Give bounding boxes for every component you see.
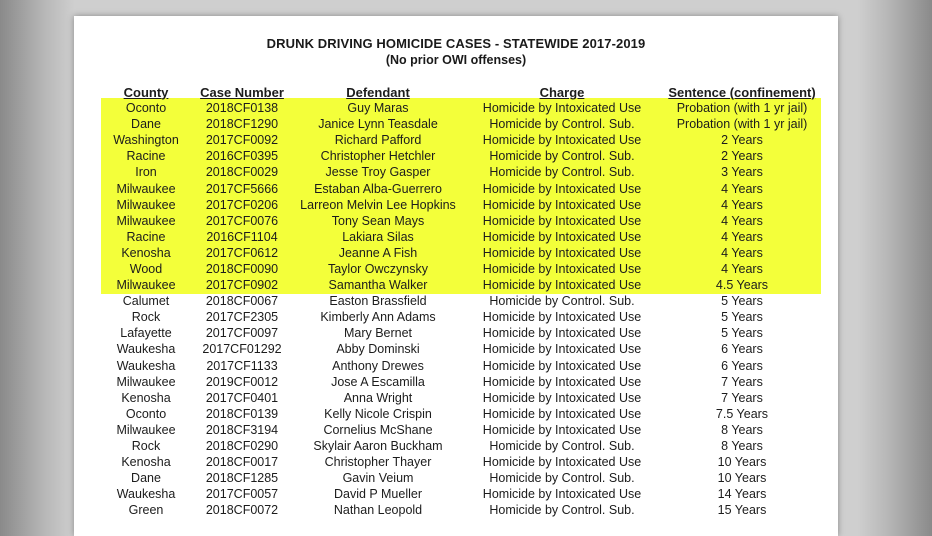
cell-defendant: Christopher Hetchler bbox=[320, 149, 436, 164]
cell-case-number: 2018CF1290 bbox=[205, 117, 279, 132]
table-row bbox=[100, 293, 824, 309]
cell-charge: Homicide by Control. Sub. bbox=[489, 165, 635, 180]
cell-sentence: 2 Years bbox=[721, 133, 763, 148]
cell-case-number: 2018CF0090 bbox=[205, 261, 279, 276]
cell-county: Milwaukee bbox=[116, 197, 176, 212]
table-row bbox=[100, 406, 824, 422]
cell-county: Wood bbox=[129, 261, 163, 276]
header-sentence: Sentence (confinement) bbox=[668, 84, 816, 100]
cell-sentence: 5 Years bbox=[721, 310, 763, 325]
cell-defendant: Easton Brassfield bbox=[329, 294, 427, 309]
cell-county: Milwaukee bbox=[116, 278, 176, 293]
table-row bbox=[100, 197, 824, 213]
cell-charge: Homicide by Intoxicated Use bbox=[482, 133, 642, 148]
cell-case-number: 2018CF0017 bbox=[205, 455, 279, 470]
cell-case-number: 2016CF0395 bbox=[205, 149, 279, 164]
table-row bbox=[100, 229, 824, 245]
cell-sentence: 4 Years bbox=[721, 229, 763, 244]
cell-county: Waukesha bbox=[116, 487, 176, 502]
cell-sentence: 5 Years bbox=[721, 294, 763, 309]
cell-county: Milwaukee bbox=[116, 374, 176, 389]
cell-charge: Homicide by Control. Sub. bbox=[489, 149, 635, 164]
cell-sentence: 4 Years bbox=[721, 197, 763, 212]
cell-charge: Homicide by Intoxicated Use bbox=[482, 326, 642, 341]
cell-defendant: Lakiara Silas bbox=[342, 229, 414, 244]
cell-defendant: David P Mueller bbox=[333, 487, 422, 502]
table-body bbox=[100, 100, 824, 518]
cell-defendant: Jose A Escamilla bbox=[331, 374, 425, 389]
cell-case-number: 2017CF0076 bbox=[205, 213, 279, 228]
cell-county: Milwaukee bbox=[116, 181, 176, 196]
cell-sentence: 7 Years bbox=[721, 374, 763, 389]
cell-defendant: Guy Maras bbox=[347, 101, 409, 116]
table-row bbox=[100, 341, 824, 357]
cell-case-number: 2018CF3194 bbox=[205, 422, 279, 437]
cell-defendant: Mary Bernet bbox=[343, 326, 413, 341]
cell-sentence: 15 Years bbox=[717, 503, 767, 518]
cell-sentence: 8 Years bbox=[721, 439, 763, 454]
table-row bbox=[100, 180, 824, 196]
cell-sentence: 2 Years bbox=[721, 149, 763, 164]
cell-defendant: Taylor Owczynsky bbox=[327, 261, 429, 276]
cell-defendant: Samantha Walker bbox=[328, 278, 428, 293]
cell-sentence: 4 Years bbox=[721, 245, 763, 260]
cell-charge: Homicide by Intoxicated Use bbox=[482, 487, 642, 502]
cell-county: Racine bbox=[126, 149, 166, 164]
cell-county: Oconto bbox=[125, 406, 167, 421]
cell-charge: Homicide by Control. Sub. bbox=[489, 117, 635, 132]
cell-case-number: 2018CF1285 bbox=[205, 471, 279, 486]
cell-case-number: 2017CF0902 bbox=[205, 278, 279, 293]
cell-case-number: 2018CF0072 bbox=[205, 503, 279, 518]
cell-sentence: 6 Years bbox=[721, 342, 763, 357]
cell-county: Racine bbox=[126, 229, 166, 244]
cell-charge: Homicide by Intoxicated Use bbox=[482, 229, 642, 244]
cell-defendant: Cornelius McShane bbox=[323, 422, 433, 437]
cell-case-number: 2017CF5666 bbox=[205, 181, 279, 196]
cell-charge: Homicide by Intoxicated Use bbox=[482, 358, 642, 373]
document-page bbox=[74, 16, 838, 536]
cell-sentence: 6 Years bbox=[721, 358, 763, 373]
cell-defendant: Abby Dominski bbox=[336, 342, 420, 357]
table-row bbox=[100, 325, 824, 341]
header-defendant: Defendant bbox=[346, 84, 410, 100]
document-subtitle: (No prior OWI offenses) bbox=[385, 53, 527, 67]
cell-county: Kenosha bbox=[121, 390, 171, 405]
cell-charge: Homicide by Intoxicated Use bbox=[482, 278, 642, 293]
cell-charge: Homicide by Intoxicated Use bbox=[482, 342, 642, 357]
cell-defendant: Gavin Veium bbox=[342, 471, 414, 486]
cell-charge: Homicide by Control. Sub. bbox=[489, 294, 635, 309]
cell-defendant: Tony Sean Mays bbox=[331, 213, 425, 228]
cell-county: Dane bbox=[131, 471, 161, 486]
cell-case-number: 2017CF0401 bbox=[205, 390, 279, 405]
cell-county: Washington bbox=[113, 133, 179, 148]
cell-sentence: Probation (with 1 yr jail) bbox=[676, 101, 808, 116]
cell-charge: Homicide by Intoxicated Use bbox=[482, 197, 642, 212]
cell-charge: Homicide by Intoxicated Use bbox=[482, 374, 642, 389]
header-county: County bbox=[123, 84, 169, 100]
cell-charge: Homicide by Intoxicated Use bbox=[482, 406, 642, 421]
cell-sentence: 10 Years bbox=[717, 455, 767, 470]
table-row bbox=[100, 132, 824, 148]
cell-case-number: 2017CF0206 bbox=[205, 197, 279, 212]
table-row bbox=[100, 470, 824, 486]
table-row bbox=[100, 148, 824, 164]
cell-charge: Homicide by Control. Sub. bbox=[489, 439, 635, 454]
cell-charge: Homicide by Intoxicated Use bbox=[482, 213, 642, 228]
cell-case-number: 2016CF1104 bbox=[206, 229, 278, 244]
cell-defendant: Richard Pafford bbox=[334, 133, 422, 148]
cell-charge: Homicide by Intoxicated Use bbox=[482, 261, 642, 276]
cell-defendant: Skylair Aaron Buckham bbox=[313, 439, 443, 454]
cell-county: Rock bbox=[131, 439, 161, 454]
cell-charge: Homicide by Intoxicated Use bbox=[482, 245, 642, 260]
cell-case-number: 2017CF0097 bbox=[205, 326, 279, 341]
cell-county: Milwaukee bbox=[116, 213, 176, 228]
cell-case-number: 2018CF0290 bbox=[205, 439, 279, 454]
cell-charge: Homicide by Intoxicated Use bbox=[482, 455, 642, 470]
cell-defendant: Anna Wright bbox=[343, 390, 413, 405]
cell-sentence: 3 Years bbox=[721, 165, 763, 180]
header-charge: Charge bbox=[539, 84, 585, 100]
table-row bbox=[100, 486, 824, 502]
cell-charge: Homicide by Intoxicated Use bbox=[482, 422, 642, 437]
cell-sentence: 5 Years bbox=[721, 326, 763, 341]
cell-defendant: Janice Lynn Teasdale bbox=[318, 117, 438, 132]
cases-table bbox=[100, 84, 824, 518]
table-row bbox=[100, 277, 824, 293]
cell-defendant: Jeanne A Fish bbox=[338, 245, 418, 260]
cell-sentence: 7 Years bbox=[721, 390, 763, 405]
table-row bbox=[100, 100, 824, 116]
cell-sentence: 4 Years bbox=[721, 213, 763, 228]
table-row bbox=[100, 390, 824, 406]
table-header-row bbox=[100, 84, 824, 100]
table-row bbox=[100, 116, 824, 132]
cell-county: Lafayette bbox=[120, 326, 172, 341]
cell-defendant: Kimberly Ann Adams bbox=[320, 310, 436, 325]
table-row bbox=[100, 454, 824, 470]
cell-county: Waukesha bbox=[116, 342, 176, 357]
cell-sentence: 7.5 Years bbox=[715, 406, 769, 421]
table-row bbox=[100, 374, 824, 390]
cell-case-number: 2017CF01292 bbox=[202, 342, 282, 357]
cell-county: Kenosha bbox=[121, 455, 171, 470]
cell-defendant: Nathan Leopold bbox=[333, 503, 423, 518]
cell-sentence: Probation (with 1 yr jail) bbox=[676, 117, 808, 132]
cell-case-number: 2018CF0067 bbox=[205, 294, 279, 309]
cell-case-number: 2018CF0138 bbox=[205, 101, 279, 116]
document-title: DRUNK DRIVING HOMICIDE CASES - STATEWIDE 2017-2019 bbox=[266, 36, 646, 51]
cell-sentence: 4 Years bbox=[721, 261, 763, 276]
cell-charge: Homicide by Intoxicated Use bbox=[482, 181, 642, 196]
cell-charge: Homicide by Intoxicated Use bbox=[482, 101, 642, 116]
cell-sentence: 8 Years bbox=[721, 422, 763, 437]
cell-county: Iron bbox=[135, 165, 157, 180]
cell-defendant: Anthony Drewes bbox=[332, 358, 424, 373]
cell-charge: Homicide by Control. Sub. bbox=[489, 503, 635, 518]
table-row bbox=[100, 422, 824, 438]
cell-case-number: 2017CF0612 bbox=[205, 245, 279, 260]
header-case-number: Case Number bbox=[200, 84, 284, 100]
cell-case-number: 2017CF0057 bbox=[205, 487, 279, 502]
cell-case-number: 2018CF0139 bbox=[205, 406, 279, 421]
cell-defendant: Christopher Thayer bbox=[324, 455, 432, 470]
cell-defendant: Jesse Troy Gasper bbox=[325, 165, 431, 180]
cell-sentence: 4.5 Years bbox=[715, 278, 769, 293]
cell-county: Calumet bbox=[122, 294, 170, 309]
cell-county: Green bbox=[128, 503, 164, 518]
cell-county: Kenosha bbox=[121, 245, 171, 260]
cell-charge: Homicide by Intoxicated Use bbox=[482, 310, 642, 325]
cell-case-number: 2019CF0012 bbox=[205, 374, 279, 389]
cell-county: Oconto bbox=[125, 101, 167, 116]
cell-sentence: 10 Years bbox=[717, 471, 767, 486]
cell-county: Waukesha bbox=[116, 358, 176, 373]
cell-county: Rock bbox=[131, 310, 161, 325]
cell-sentence: 4 Years bbox=[721, 181, 763, 196]
cell-defendant: Estaban Alba-Guerrero bbox=[314, 181, 442, 196]
table-row bbox=[100, 358, 824, 374]
table-row bbox=[100, 245, 824, 261]
table-row bbox=[100, 438, 824, 454]
cell-case-number: 2018CF0029 bbox=[205, 165, 279, 180]
table-row bbox=[100, 261, 824, 277]
cell-county: Milwaukee bbox=[116, 422, 176, 437]
table-row bbox=[100, 502, 824, 518]
cell-case-number: 2017CF0092 bbox=[205, 133, 279, 148]
cell-defendant: Larreon Melvin Lee Hopkins bbox=[300, 197, 456, 212]
cell-charge: Homicide by Control. Sub. bbox=[489, 471, 635, 486]
cell-county: Dane bbox=[131, 117, 161, 132]
cell-case-number: 2017CF2305 bbox=[205, 310, 279, 325]
table-row bbox=[100, 213, 824, 229]
cell-defendant: Kelly Nicole Crispin bbox=[324, 406, 432, 421]
table-row bbox=[100, 309, 824, 325]
table-row bbox=[100, 164, 824, 180]
cell-case-number: 2017CF1133 bbox=[206, 358, 278, 373]
cell-sentence: 14 Years bbox=[717, 487, 767, 502]
cell-charge: Homicide by Intoxicated Use bbox=[482, 390, 642, 405]
